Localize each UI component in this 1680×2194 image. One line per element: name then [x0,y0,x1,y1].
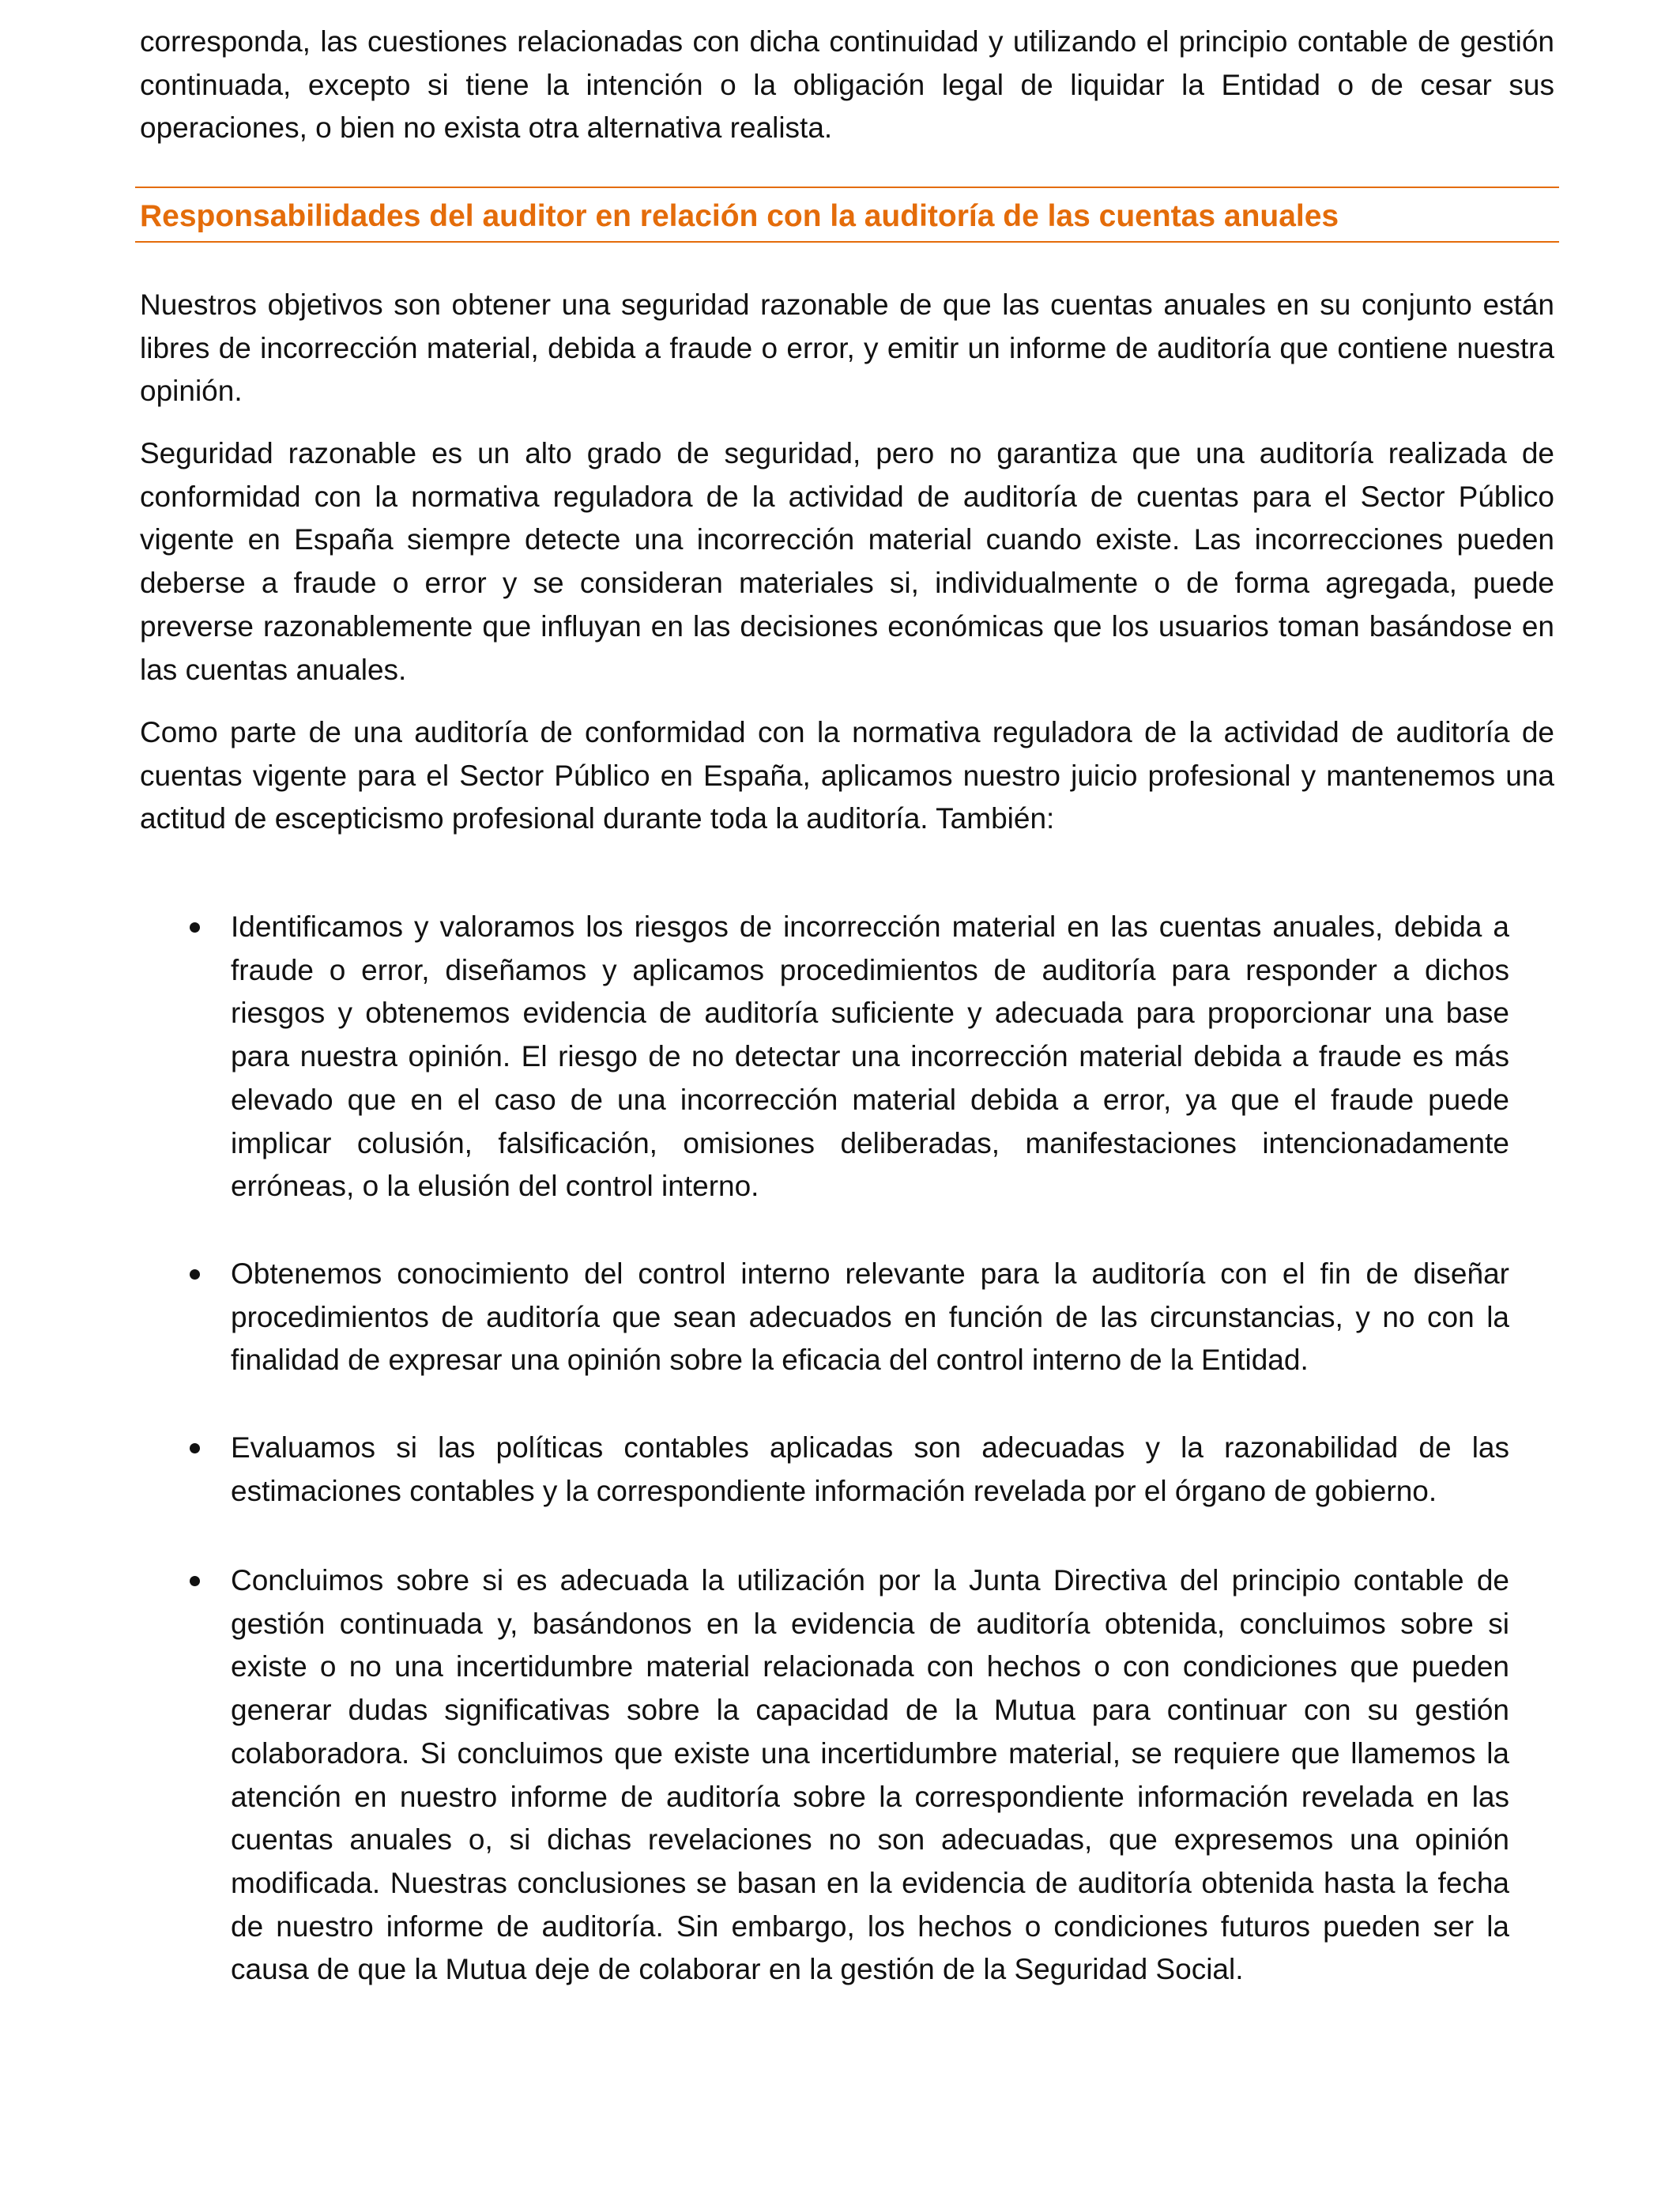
bullet-text: Obtenemos conocimiento del control interno relevante para la auditoría con el fin de diseñar procedimientos de auditoría que sean adecuados en función de las circunstancias, y no con la finalidad de expresar una opinión sobre la eficacia del control interno de la Entidad. [231,1257,1509,1377]
bullet-icon [190,922,200,933]
paragraph-objectives: Nuestros objetivos son obtener una seguridad razonable de que las cuentas anuales en su conjunto están libres de incorrección material, debida a fraude o error, y emitir un informe de auditoría que contiene nuestra opinión. [140,288,1554,408]
bullet-item-risks [231,906,1509,1208]
bullet-item-going-concern [231,1559,1509,1992]
bullet-icon [190,1443,200,1453]
section-heading: Responsabilidades del auditor en relación con la auditoría de las cuentas anuales [140,199,1339,233]
bullet-text: Evaluamos si las políticas contables aplicadas son adecuadas y la razonabilidad de las estimaciones contables y la correspondiente información revelada por el órgano de gobierno. [231,1431,1509,1507]
heading-bottom-rule [135,241,1559,243]
bullet-item-accounting-policies [231,1427,1509,1513]
bullet-icon [190,1269,200,1280]
bullet-icon [190,1576,200,1586]
paragraph-continuation: corresponda, las cuestiones relacionadas con dicha continuidad y utilizando el principio contable de gestión continuada, excepto si tiene la intención o la obligación legal de liquidar la Entidad o de cesar sus operaciones, o bien no exista otra alternativa realista. [140,25,1554,145]
paragraph-professional-judgment: Como parte de una auditoría de conformidad con la normativa reguladora de la actividad de auditoría de cuentas vigente para el Sector Público en España, aplicamos nuestro juicio profesional y mantenemos una actitud de escepticismo profesional durante toda la auditoría. También: [140,716,1554,835]
heading-top-rule [135,187,1559,188]
paragraph-reasonable-assurance: Seguridad razonable es un alto grado de seguridad, pero no garantiza que una auditoría realizada de conformidad con la normativa reguladora de la actividad de auditoría de cuentas para el Sector Público vigente en España siempre detecte una incorrección material cuando existe. Las incorrecciones pueden deberse a fraude o error y se consideran materiales si, individualmente o de forma agregada, puede preverse razonablemente que influyan en las decisiones económicas que los usuarios toman basándose en las cuentas anuales. [140,437,1554,686]
bullet-text: Concluimos sobre si es adecuada la utilización por la Junta Directiva del principio contable de gestión continuada y, basándonos en la evidencia de auditoría obtenida, concluimos sobre si existe o no una incertidumbre material relacionada con hechos o con condiciones que pueden generar dudas significativas sobre la capacidad de la Mutua para continuar con su gestión colaboradora. Si concluimos que existe una incertidumbre material, se requiere que llamemos la atención en nuestro informe de auditoría sobre la correspondiente información revelada en las cuentas anuales o, si dichas revelaciones no son adecuadas, que expresemos una opinión modificada. Nuestras conclusiones se basan en la evidencia de auditoría obtenida hasta la fecha de nuestro informe de auditoría. Sin embargo, los hechos o condiciones futuros pueden ser la causa de que la Mutua deje de colaborar en la gestión de la Seguridad Social. [231,1564,1509,1986]
bullet-item-internal-control [231,1253,1509,1382]
bullet-text: Identificamos y valoramos los riesgos de incorrección material en las cuentas anuales, debida a fraude o error, diseñamos y aplicamos procedimientos de auditoría para responder a dichos riesgos y obtenemos evidencia de auditoría suficiente y adecuada para proporcionar una base para nuestra opinión. El riesgo de no detectar una incorrección material debida a fraude es más elevado que en el caso de una incorrección material debida a error, ya que el fraude puede implicar colusión, falsificación, omisiones deliberadas, manifestaciones intencionadamente erróneas, o la elusión del control interno. [231,910,1509,1203]
